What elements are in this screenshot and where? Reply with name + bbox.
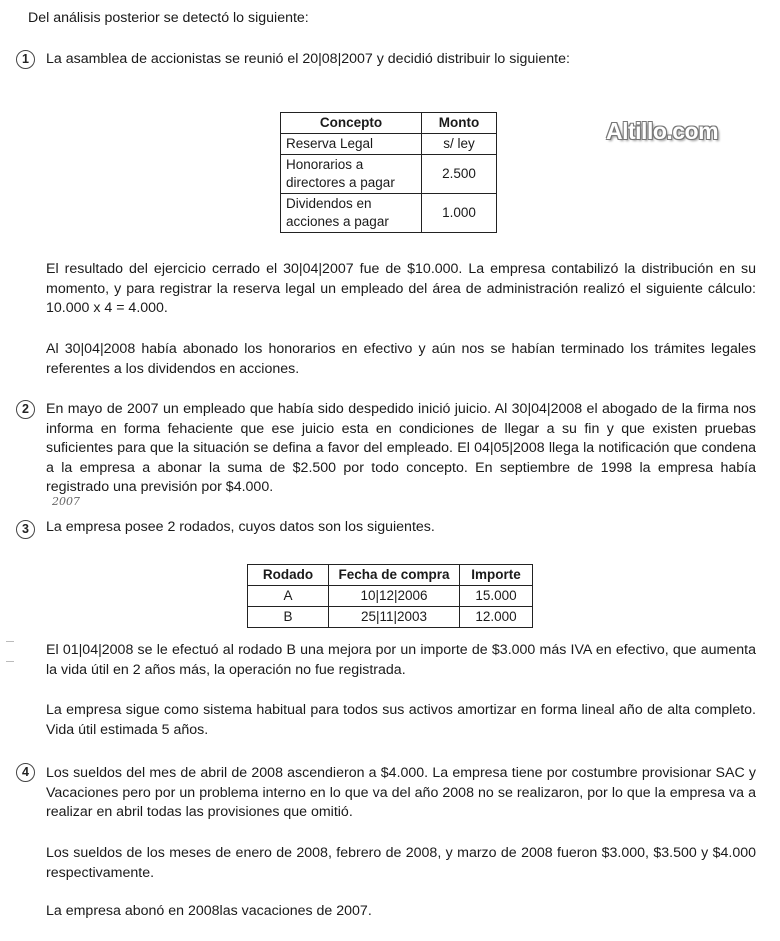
table-header-row — [248, 565, 533, 586]
item-1-paragraph-2: Al 30|04|2008 había abonado los honorarios en efectivo y aún nos se habían terminado los trámites legales referentes a los dividendos en acciones. — [46, 341, 756, 377]
cell-importe: 15.000 — [460, 586, 533, 607]
item-3-paragraph-1: El 01|04|2008 se le efectuó al rodado B una mejora por un importe de $3.000 más IVA en efectivo, que aumenta la vida útil en 2 años más, la operación no fue registrada. — [46, 642, 756, 678]
header-fecha: Fecha de compra — [329, 565, 460, 586]
item-4-paragraph-1: Los sueldos de los meses de enero de 2008, febrero de 2008, y marzo de 2008 fueron $3.000, $3.500 y $4.000 respectivamente. — [46, 845, 756, 881]
margin-mark — [6, 661, 14, 662]
cell-line: Honorarios a — [286, 157, 364, 172]
item-number-3: 3 — [16, 520, 35, 539]
item-1-text: La asamblea de accionistas se reunió el 20|08|2007 y decidió distribuir lo siguiente: — [46, 51, 570, 67]
header-importe: Importe — [460, 565, 533, 586]
item-number-4: 4 — [16, 763, 35, 782]
item-number-1: 1 — [16, 50, 35, 69]
item-3-paragraph-2: La empresa sigue como sistema habitual para todos sus activos amortizar en forma lineal año de alta completo. Vida útil estimada 5 años. — [46, 702, 756, 738]
table-row — [281, 134, 497, 155]
header-rodado: Rodado — [248, 565, 329, 586]
cell-line: acciones a pagar — [286, 214, 389, 229]
cell-rodado: A — [248, 586, 329, 607]
cell-rodado: B — [248, 607, 329, 628]
cell-concepto — [281, 194, 422, 233]
cell-fecha: 25|11|2003 — [329, 607, 460, 628]
item-4-text: Los sueldos del mes de abril de 2008 ascendieron a $4.000. La empresa tiene por costumbre provisionar SAC y Vacaciones pero por un problema interno en lo que va del año 2008 no se realizaron, por lo que la empresa va a realizar en abril todas las provisiones que omitió. — [46, 765, 756, 820]
cell-concepto — [281, 155, 422, 194]
cell-importe: 12.000 — [460, 607, 533, 628]
item-1-paragraph-1: El resultado del ejercicio cerrado el 30|04|2007 fue de $10.000. La empresa contabilizó la distribución en su momento, y para registrar la reserva legal un empleado del área de administración realizó el siguiente cálculo: 10.000 x 4 = 4.000. — [46, 261, 756, 316]
rodados-table — [247, 564, 533, 628]
cell-monto: s/ ley — [422, 134, 497, 155]
table-row — [281, 194, 497, 233]
item-3-text: La empresa posee 2 rodados, cuyos datos son los siguientes. — [46, 519, 435, 535]
header-monto: Monto — [422, 113, 497, 134]
table-header-row — [281, 113, 497, 134]
cell-monto: 1.000 — [422, 194, 497, 233]
cell-line: directores a pagar — [286, 175, 395, 190]
table-row — [248, 607, 533, 628]
watermark-logo: Altillo.com — [606, 118, 719, 144]
handwritten-annotation: 2007 — [52, 495, 80, 508]
item-number-2: 2 — [16, 400, 35, 419]
header-concepto: Concepto — [281, 113, 422, 134]
cell-fecha: 10|12|2006 — [329, 586, 460, 607]
margin-mark — [6, 641, 14, 642]
distribution-table — [280, 112, 497, 233]
intro-text: Del análisis posterior se detectó lo siguiente: — [28, 10, 309, 26]
table-row — [248, 586, 533, 607]
cell-line: Dividendos en — [286, 196, 372, 211]
item-4-paragraph-2: La empresa abonó en 2008las vacaciones de 2007. — [46, 903, 372, 919]
item-2-text: En mayo de 2007 un empleado que había sido despedido inició juicio. Al 30|04|2008 el abogado de la firma nos informa en forma fehaciente que ese juicio esta en condiciones de llegar a su fin y que existen pruebas suficientes para que la situación se defina a favor del empleado. El 04|05|2008 llega la notificación que condena a la empresa a abonar la suma de $2.500 por todo concepto. En septiembre de 1998 la empresa había registrado una previsión por $4.000. — [46, 401, 756, 495]
cell-monto: 2.500 — [422, 155, 497, 194]
cell-concepto: Reserva Legal — [281, 134, 422, 155]
table-row — [281, 155, 497, 194]
